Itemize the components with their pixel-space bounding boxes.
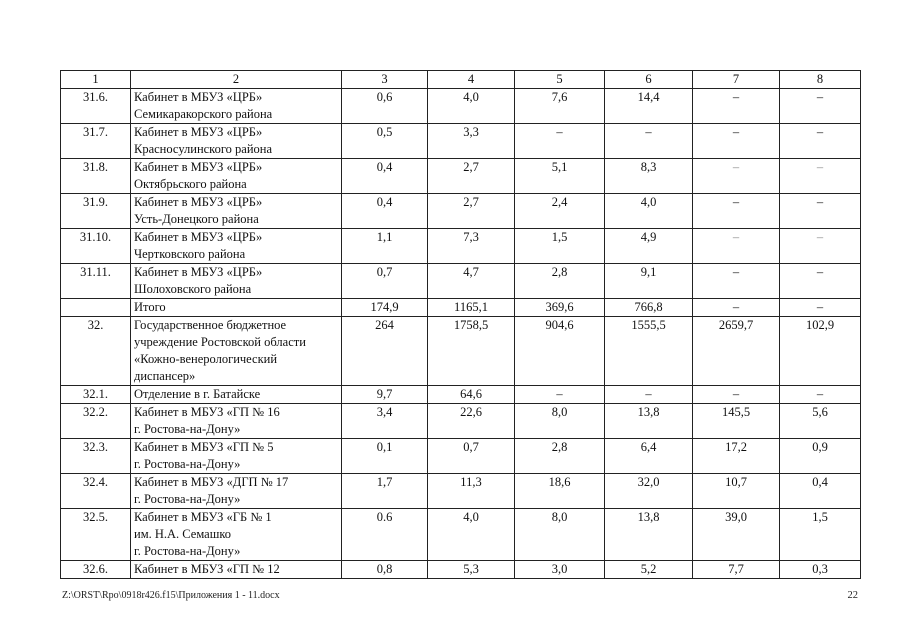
value-cell: 1,5 [515,229,605,264]
header-cell: 5 [515,71,605,89]
footer-file-path: Z:\ORST\Rpo\0918r426.f15\Приложения 1 - 11.docx [62,590,280,601]
value-cell: 7,7 [693,561,780,579]
table-row [61,386,861,404]
value-cell: 64,6 [428,386,515,404]
row-number-cell [61,299,131,317]
value-cell: 1,1 [342,229,428,264]
row-name-cell: Кабинет в МБУЗ «ЦРБ» Октябрьского района [131,159,342,194]
value-cell: – [605,124,693,159]
header-cell: 2 [131,71,342,89]
data-table [60,70,861,579]
value-cell: – [780,264,861,299]
value-cell: 0,1 [342,439,428,474]
value-cell: 2,8 [515,439,605,474]
value-cell: 22,6 [428,404,515,439]
value-cell: 7,3 [428,229,515,264]
value-cell: – [693,386,780,404]
value-cell: 14,4 [605,89,693,124]
value-cell: – [515,124,605,159]
value-cell: 4,9 [605,229,693,264]
value-cell: – [605,386,693,404]
row-number-cell: 31.11. [61,264,131,299]
row-number-cell: 32.4. [61,474,131,509]
table-row [61,561,861,579]
value-cell: – [693,264,780,299]
value-cell: 18,6 [515,474,605,509]
row-name-cell: Государственное бюджетное учреждение Ростовской области «Кожно-венерологический диспансер» [131,317,342,386]
table-row [61,159,861,194]
value-cell: 39,0 [693,509,780,561]
value-cell: 13,8 [605,404,693,439]
value-cell: 3,4 [342,404,428,439]
value-cell: 0,4 [342,159,428,194]
value-cell: 0,5 [342,124,428,159]
value-cell: 2659,7 [693,317,780,386]
value-cell: 1758,5 [428,317,515,386]
table-row [61,404,861,439]
row-name-cell: Кабинет в МБУЗ «ЦРБ» Чертковского района [131,229,342,264]
table-row [61,299,861,317]
row-name-cell: Итого [131,299,342,317]
value-cell: 0,4 [780,474,861,509]
row-name-cell: Кабинет в МБУЗ «ГП № 12 [131,561,342,579]
table-row [61,194,861,229]
value-cell: 2,8 [515,264,605,299]
value-cell: 17,2 [693,439,780,474]
value-cell: 369,6 [515,299,605,317]
value-cell: 32,0 [605,474,693,509]
value-cell: – [780,124,861,159]
row-number-cell: 31.6. [61,89,131,124]
header-cell: 1 [61,71,131,89]
value-cell: 1165,1 [428,299,515,317]
row-name-cell: Кабинет в МБУЗ «ДГП № 17 г. Ростова-на-Дону» [131,474,342,509]
value-cell: – [693,124,780,159]
value-cell: 4,0 [605,194,693,229]
value-cell: 3,3 [428,124,515,159]
value-cell: 2,7 [428,194,515,229]
table-row [61,229,861,264]
value-cell: 4,0 [428,89,515,124]
footer-page-number: 22 [847,590,858,601]
value-cell: 6,4 [605,439,693,474]
header-cell: 8 [780,71,861,89]
value-cell: 11,3 [428,474,515,509]
value-cell: 4,7 [428,264,515,299]
value-cell: 0,9 [780,439,861,474]
value-cell: – [780,159,861,194]
row-number-cell: 32. [61,317,131,386]
value-cell: 13,8 [605,509,693,561]
table-row [61,317,861,386]
row-number-cell: 32.2. [61,404,131,439]
row-number-cell: 32.5. [61,509,131,561]
value-cell: 904,6 [515,317,605,386]
row-number-cell: 32.6. [61,561,131,579]
value-cell: 9,1 [605,264,693,299]
value-cell: 3,0 [515,561,605,579]
value-cell: 766,8 [605,299,693,317]
value-cell: 0,7 [342,264,428,299]
row-number-cell: 31.7. [61,124,131,159]
value-cell: 4,0 [428,509,515,561]
value-cell: 0,7 [428,439,515,474]
table-row [61,439,861,474]
value-cell: 7,6 [515,89,605,124]
value-cell: – [693,89,780,124]
value-cell: 1,7 [342,474,428,509]
value-cell: 2,7 [428,159,515,194]
value-cell: 8,0 [515,509,605,561]
header-cell: 7 [693,71,780,89]
header-cell: 4 [428,71,515,89]
value-cell: – [693,229,780,264]
value-cell: – [693,194,780,229]
value-cell: 5,2 [605,561,693,579]
row-number-cell: 32.3. [61,439,131,474]
value-cell: 264 [342,317,428,386]
value-cell: – [780,194,861,229]
row-name-cell: Кабинет в МБУЗ «ЦРБ» Усть-Донецкого района [131,194,342,229]
value-cell: – [693,159,780,194]
row-number-cell: 31.8. [61,159,131,194]
value-cell: 0,4 [342,194,428,229]
value-cell: 9,7 [342,386,428,404]
row-name-cell: Кабинет в МБУЗ «ГП № 16 г. Ростова-на-Дону» [131,404,342,439]
value-cell: 0.6 [342,509,428,561]
value-cell: 102,9 [780,317,861,386]
value-cell: 8,0 [515,404,605,439]
value-cell: 8,3 [605,159,693,194]
header-cell: 6 [605,71,693,89]
value-cell: – [693,299,780,317]
value-cell: 10,7 [693,474,780,509]
value-cell: 5,6 [780,404,861,439]
table-row [61,89,861,124]
row-name-cell: Отделение в г. Батайске [131,386,342,404]
value-cell: 1555,5 [605,317,693,386]
value-cell: 5,1 [515,159,605,194]
header-cell: 3 [342,71,428,89]
value-cell: 5,3 [428,561,515,579]
table-row [61,474,861,509]
value-cell: 174,9 [342,299,428,317]
value-cell: 0,8 [342,561,428,579]
row-number-cell: 31.9. [61,194,131,229]
value-cell: – [780,386,861,404]
row-name-cell: Кабинет в МБУЗ «ЦРБ» Шолоховского района [131,264,342,299]
table-row [61,124,861,159]
row-name-cell: Кабинет в МБУЗ «ГБ № 1 им. Н.А. Семашко г. Ростова-на-Дону» [131,509,342,561]
table-row [61,264,861,299]
value-cell: 0,3 [780,561,861,579]
row-number-cell: 32.1. [61,386,131,404]
table-header-row [61,71,861,89]
value-cell: – [780,89,861,124]
value-cell: 2,4 [515,194,605,229]
value-cell: 1,5 [780,509,861,561]
value-cell: 0,6 [342,89,428,124]
row-name-cell: Кабинет в МБУЗ «ГП № 5 г. Ростова-на-Дону» [131,439,342,474]
table-row [61,509,861,561]
value-cell: 145,5 [693,404,780,439]
table-body [61,71,861,579]
row-number-cell: 31.10. [61,229,131,264]
row-name-cell: Кабинет в МБУЗ «ЦРБ» Семикаракорского района [131,89,342,124]
value-cell: – [780,229,861,264]
value-cell: – [515,386,605,404]
row-name-cell: Кабинет в МБУЗ «ЦРБ» Красносулинского района [131,124,342,159]
value-cell: – [780,299,861,317]
